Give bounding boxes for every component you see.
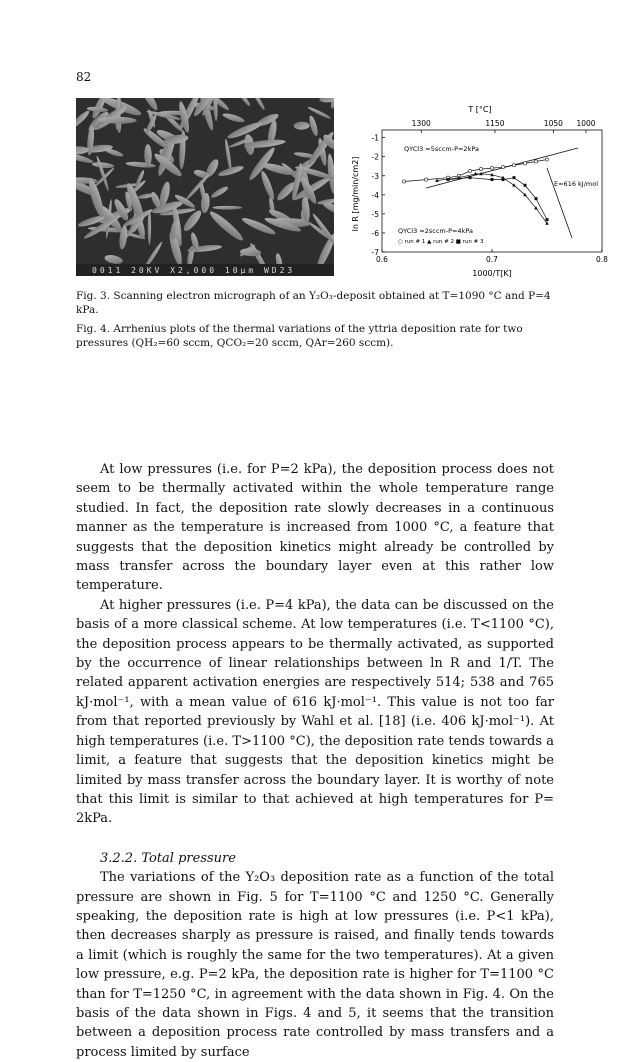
paragraph-2: At higher pressures (i.e. P=4 kPa), the data can be discussed on the basis of a more classical scheme. At low temperatures (i.e. T<1100 °C), the deposition process appears to be thermally activated, as supported by the occurrence of linear relationships between ln R and 1/T. The related apparent activation energies are respectively 514; 538 and 765 kJ·mol⁻¹, with a mean value of 616 kJ·mol⁻¹. This value is not too far from that reported previously by Wahl et al. [18] (i.e. 406 kJ·mol⁻¹). At high temperatures (i.e. T>1100 °C), the deposition rate tends towards a limit, a feature that suggests that the deposition kinetics might be limited by mass transfer across the boundary layer. It is worthy of note that this limit is similar to that achieved at high temperatures for P= 2kPa. — [76, 597, 554, 827]
data-point — [535, 197, 538, 200]
data-point — [447, 178, 450, 181]
x-tick-label: 0.8 — [596, 255, 608, 264]
data-point — [513, 176, 516, 179]
sem-info-text: 0011 20KV X2,000 10μm WD23 — [92, 266, 296, 275]
top-tick-label: 1050 — [543, 119, 563, 128]
top-tick-label: 1000 — [576, 119, 596, 128]
sem-texture — [76, 98, 334, 276]
y-tick-label: -7 — [371, 248, 379, 257]
y-tick-label: -5 — [371, 209, 379, 219]
top-axis-label: T [°C] — [468, 105, 492, 114]
y-axis-label: ln R [mg/min/cm2] — [351, 156, 360, 232]
sem-flake — [148, 211, 151, 245]
data-point — [501, 166, 504, 169]
data-point — [468, 169, 471, 172]
series-line-2 — [437, 174, 547, 224]
figure-3-caption: Fig. 3. Scanning electron micrograph of an Y₂O₃-deposit obtained at T=1090 °C and P=4 kPa. — [76, 290, 551, 316]
sem-micrograph — [76, 98, 334, 276]
y-tick-label: -4 — [371, 190, 379, 200]
x-tick-label: 0.6 — [376, 255, 388, 264]
data-point — [512, 164, 515, 167]
data-point — [523, 162, 526, 165]
top-tick-label: 1300 — [411, 119, 431, 128]
annotation-energy: E=616 kJ/mol — [554, 180, 599, 188]
data-point — [490, 167, 493, 170]
annotation-runs: ○ run # 1 ▲ run # 2 ■ run # 3 — [398, 239, 484, 245]
data-point — [479, 167, 482, 170]
data-point — [545, 158, 548, 161]
paragraph-1: At low pressures (i.e. for P=2 kPa), the deposition process does not seem to be thermally activated within the whole temperature range studied. In fact, the deposition rate slowly decreases in a continuous manner as the temperature is increased from 1000 °C, a feature that suggests that the deposition kinetics might already be controlled by mass transfer across the boundary layer even at this rather low temperature. — [76, 462, 554, 594]
data-point — [469, 176, 472, 179]
data-point — [534, 160, 537, 163]
section-heading: 3.2.2. Total pressure — [100, 850, 236, 866]
arrhenius-plot — [342, 98, 616, 278]
figure-4-caption: Fig. 4. Arrhenius plots of the thermal variations of the yttria deposition rate for two pressures (QH₂=60 sccm, QCO₂=20 sccm, QAr=260 sccm). — [76, 323, 523, 349]
y-tick-label: -2 — [371, 152, 379, 162]
y-tick-label: -1 — [371, 133, 379, 143]
x-tick-label: 0.7 — [486, 255, 498, 264]
figure-row — [76, 98, 608, 278]
data-point — [512, 183, 516, 186]
data-point — [424, 178, 427, 181]
paragraph-3: The variations of the Y₂O₃ deposition rate as a function of the total pressure are shown in Fig. 5 for T=1100 °C and 1250 °C. Generally speaking, the deposition rate is high at low pressures (i.e. P<1 kPa), then decreases sharply as pressure is raised, and finally tends towards a limit (which is roughly the same for the two temperatures). At a given low pressure, e.g. P=2 kPa, the deposition rate is higher for T=1100 °C than for T=1250 °C, in agreement with the data shown in Fig. 4. On the basis of the data shown in Figs. 4 and 5, it seems that the transition between a deposition process rate controlled by mass transfers and a process limited by surface — [76, 870, 554, 1060]
y-tick-label: -6 — [371, 228, 379, 238]
y-tick-label: -3 — [371, 171, 379, 181]
sem-flake — [212, 206, 242, 210]
data-point — [524, 184, 527, 187]
data-point — [491, 178, 494, 181]
annotation-low-pressure: QYCl3 =5sccm-P=2kPa — [404, 145, 479, 153]
body-text — [76, 460, 554, 1062]
trend-line-high-pressure — [547, 168, 572, 238]
data-point — [402, 180, 405, 183]
top-tick-label: 1150 — [485, 119, 505, 128]
x-axis-label: 1000/T[K] — [472, 269, 512, 278]
page-number: 82 — [76, 70, 92, 84]
data-point — [546, 218, 549, 221]
series-line-3 — [448, 178, 547, 220]
annotation-high-pressure: QYCl3 =2sccm-P=4kPa — [398, 227, 473, 235]
data-point — [502, 178, 505, 181]
